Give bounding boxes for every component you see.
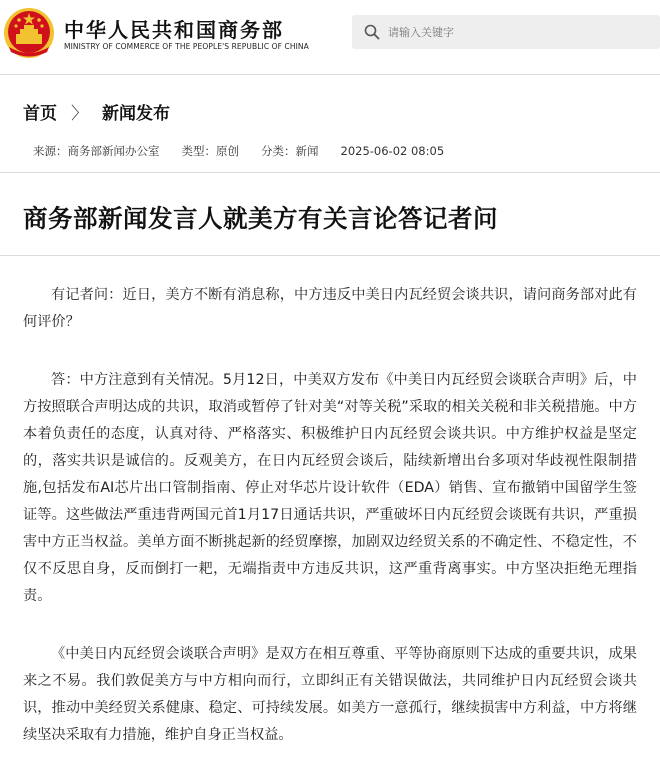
search-box[interactable]: [352, 15, 660, 49]
title-divider: [0, 255, 660, 256]
article-paragraph: 有记者问：近日，美方不断有消息称，中方违反中美日内瓦经贸会谈共识，请问商务部对此有何评价？: [23, 287, 637, 330]
national-emblem-icon[interactable]: [3, 7, 55, 59]
breadcrumb-section-link[interactable]: 新闻发布: [102, 104, 170, 124]
article-meta: [33, 143, 466, 159]
org-name-cn[interactable]: 中华人民共和国商务部: [64, 18, 284, 42]
breadcrumb: [23, 99, 170, 124]
article-title: 商务部新闻发言人就美方有关言论答记者问: [23, 204, 498, 233]
search-icon[interactable]: [364, 24, 380, 40]
article-paragraph: 答：中方注意到有关情况。5月12日，中美双方发布《中美日内瓦经贸会谈联合声明》后，中方按照联合声明达成的共识，取消或暂停了针对美“对等关税”采取的相关关税和非关税措施。中方本着负责任的态度，认真对待、严格落实、积极维护日内瓦经贸会谈共识。中方维护权益是坚定的，落实共识是诚信的。反观美方，在日内瓦经贸会谈后，陆续新增出台多项对华歧视性限制措施,包括发布AI芯片出口管制指南、停止对华芯片设计软件（EDA）销售、宣布撤销中国留学生签证等。这些做法严重违背两国元首1月17日通话共识，严重破坏日内瓦经贸会谈既有共识，严重损害中方正当权益。美单方面不断挑起新的经贸摩擦，加剧双边经贸关系的不确定性、不稳定性，不仅不反思自身，反而倒打一耙，无端指责中方违反共识，这严重背离事实。中方坚决拒绝无理指责。: [23, 372, 637, 604]
org-name-en: MINISTRY OF COMMERCE OF THE PEOPLE'S REPUBLIC OF CHINA: [64, 42, 309, 51]
header-divider: [0, 74, 660, 75]
site-header: [0, 0, 660, 70]
meta-category: 分类：新闻: [261, 144, 319, 158]
meta-type: 类型：原创: [181, 144, 239, 158]
article-body: [23, 282, 637, 780]
meta-divider: [0, 172, 660, 173]
meta-datetime: 2025-06-02 08:05: [340, 144, 445, 158]
breadcrumb-home-link[interactable]: 首页: [23, 104, 57, 124]
search-input[interactable]: [388, 15, 648, 49]
meta-source: 来源：商务部新闻办公室: [33, 144, 160, 158]
breadcrumb-separator-icon: 〉: [71, 104, 88, 124]
article-paragraph: 《中美日内瓦经贸会谈联合声明》是双方在相互尊重、平等协商原则下达成的重要共识，成果来之不易。我们敦促美方与中方相向而行，立即纠正有关错误做法，共同维护日内瓦经贸会谈共识，推动中美经贸关系健康、稳定、可持续发展。如美方一意孤行，继续损害中方利益，中方将继续坚决采取有力措施，维护自身正当权益。: [23, 646, 637, 743]
